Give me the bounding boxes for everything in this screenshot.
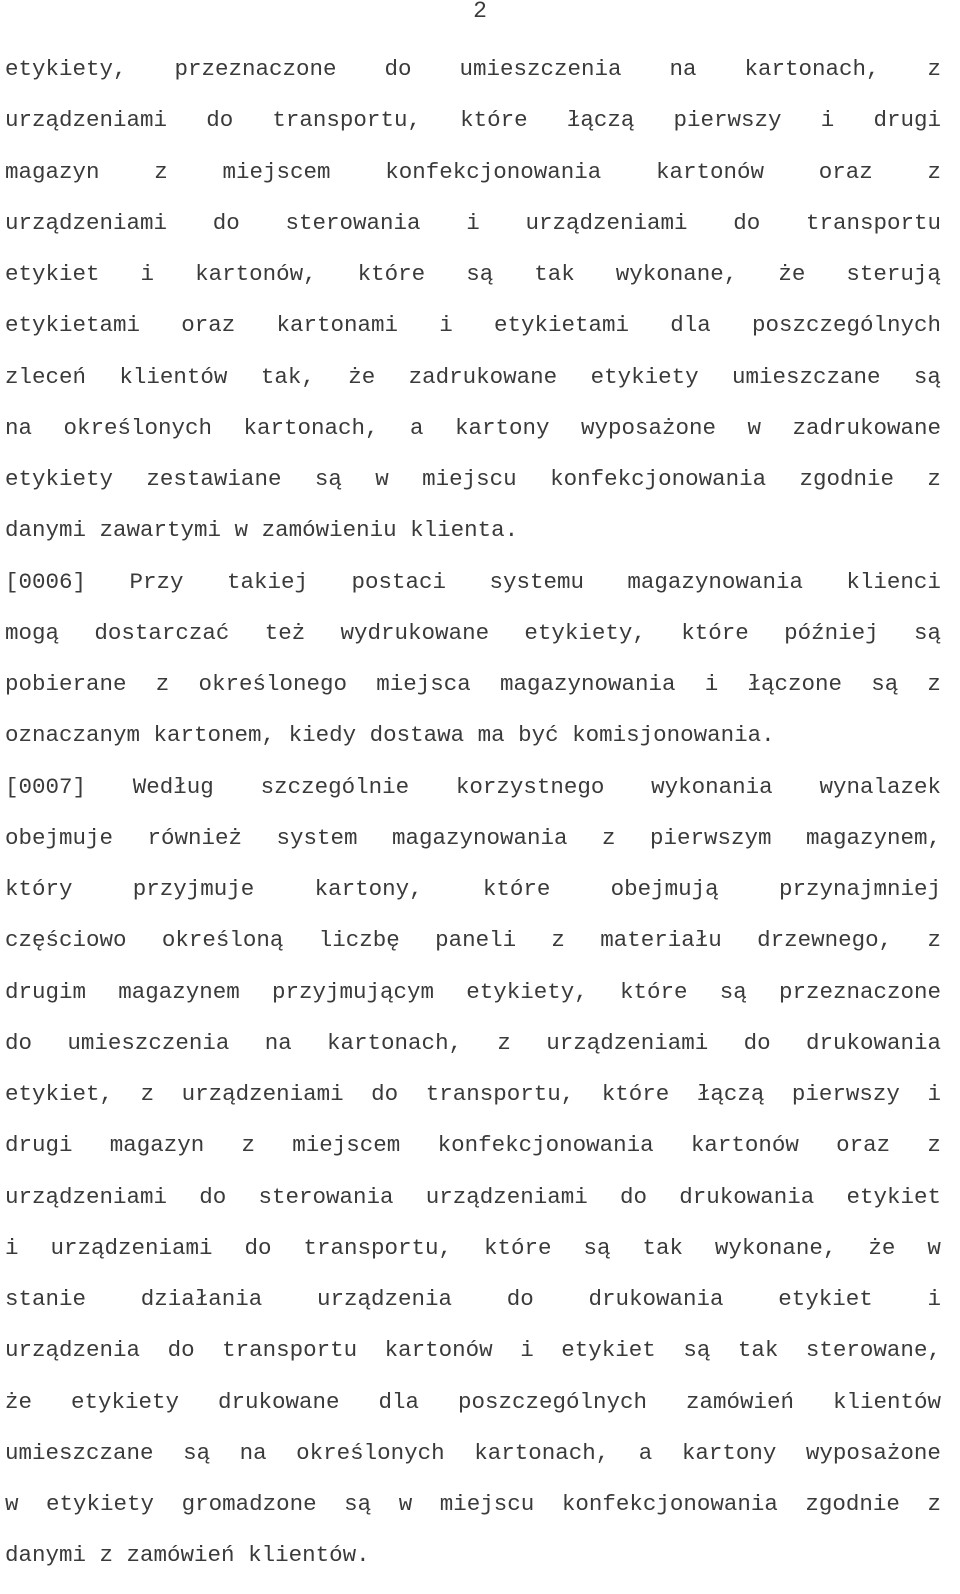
word: etykiet: [5, 261, 100, 287]
word: są: [913, 363, 941, 390]
word: klientów.: [248, 1542, 370, 1569]
word: etykiet: [778, 1286, 873, 1312]
word: są: [871, 671, 899, 697]
word: pierwszym: [649, 824, 772, 851]
word: umieszczane: [731, 363, 881, 390]
word: w: [398, 1491, 413, 1517]
word: drukowania: [588, 1286, 724, 1312]
word: który: [5, 876, 73, 902]
word: oraz: [181, 312, 236, 339]
word: i: [520, 1337, 534, 1364]
word: z: [927, 158, 941, 185]
word: poszczególnych: [751, 312, 941, 339]
word: ma: [477, 722, 505, 749]
word: pobierane: [5, 671, 127, 697]
word: zamówieniu: [261, 517, 397, 544]
word: Według: [132, 773, 214, 800]
word: z: [927, 1132, 941, 1159]
text-line: [5, 1223, 941, 1274]
word: kartonów: [690, 1132, 799, 1159]
word: do: [199, 1183, 227, 1210]
word: klientów: [832, 1388, 941, 1415]
word: konfekcjonowania: [561, 1491, 778, 1517]
text-line: [5, 608, 941, 659]
word: do: [167, 1337, 195, 1364]
word: klienta.: [410, 517, 519, 544]
word: są: [719, 978, 747, 1005]
word: obejmują: [610, 876, 719, 902]
word: dla: [670, 312, 711, 339]
word: etykietami: [493, 312, 629, 339]
word: etykiety,: [5, 56, 127, 82]
word: przynajmniej: [778, 876, 941, 902]
word: urządzeniami: [5, 107, 168, 134]
word: w: [927, 1234, 941, 1261]
text-line: [5, 967, 941, 1018]
word: które: [619, 978, 688, 1005]
word: do: [244, 1234, 272, 1261]
word: pierwszy: [673, 107, 782, 134]
text-line: [5, 659, 941, 710]
word: określonych: [63, 414, 213, 441]
word: przeznaczone: [174, 56, 337, 82]
text-line: [5, 198, 941, 249]
word: wyposażone: [805, 1439, 941, 1466]
word: na: [669, 56, 697, 82]
word: które: [601, 1081, 670, 1107]
word: [0006]: [5, 568, 87, 595]
text-line: [5, 762, 941, 813]
word: z: [927, 466, 941, 492]
word: które: [483, 1234, 552, 1261]
word: łączą: [566, 107, 635, 134]
word: drugi: [5, 1132, 73, 1159]
word: wykonane,: [714, 1234, 837, 1261]
word: zamówień: [126, 1542, 235, 1569]
text-line: [5, 1377, 941, 1428]
word: są: [183, 1439, 211, 1466]
word: a: [409, 414, 424, 441]
word: kartonach,: [327, 1029, 463, 1056]
word: umieszczenia: [459, 56, 622, 82]
word: transportu: [222, 1337, 358, 1364]
word: wynalazek: [819, 773, 941, 800]
word: z: [155, 671, 170, 697]
word: sterowania: [258, 1183, 394, 1210]
word: sterowane,: [805, 1337, 941, 1364]
word: magazynem,: [805, 824, 941, 851]
word: takiej: [226, 568, 308, 595]
word: oznaczanym: [5, 722, 141, 749]
text-line: [5, 864, 941, 915]
word: kartonów,: [195, 261, 317, 287]
text-line: [5, 915, 941, 966]
word: z: [99, 1542, 114, 1569]
word: korzystnego: [455, 773, 605, 800]
word: że: [5, 1388, 33, 1415]
word: też: [264, 619, 306, 646]
word: liczbę: [318, 927, 400, 954]
word: do: [384, 56, 412, 82]
word: poszczególnych: [457, 1388, 647, 1415]
word: danymi: [5, 517, 87, 544]
text-line: [5, 44, 941, 95]
word: konfekcjonowania: [437, 1132, 654, 1159]
word: magazyn: [109, 1132, 205, 1159]
word: zadrukowane: [792, 414, 941, 441]
word: urządzeniami: [5, 209, 168, 236]
word: kartonach,: [474, 1439, 610, 1466]
word: dla: [378, 1388, 419, 1415]
word: magazynowania: [391, 824, 568, 851]
word: kartony: [454, 414, 550, 441]
word: postaci: [351, 568, 446, 595]
word: drukowane: [217, 1388, 340, 1415]
word: miejscu: [422, 466, 517, 492]
word: miejscem: [222, 158, 331, 185]
word: transportu,: [272, 107, 421, 134]
word: etykiety: [70, 1388, 180, 1415]
word: oraz: [836, 1132, 891, 1159]
word: do: [206, 107, 234, 134]
word: na: [5, 414, 33, 441]
word: są: [583, 1234, 611, 1261]
word: kartonach,: [744, 56, 880, 82]
word: zawartymi: [99, 517, 222, 544]
word: wyposażone: [580, 414, 716, 441]
word: transportu,: [303, 1234, 452, 1261]
text-line: [5, 813, 941, 864]
word: które: [681, 619, 749, 646]
word: i: [927, 1081, 941, 1107]
word: obejmuje: [5, 824, 114, 851]
word: które: [357, 261, 426, 287]
text-line: [5, 95, 941, 146]
word: określoną: [161, 927, 284, 954]
word: w: [5, 1491, 19, 1517]
word: system: [276, 824, 358, 851]
word: paneli: [435, 927, 517, 954]
word: i: [466, 209, 480, 236]
text-line: [5, 710, 941, 761]
word: danymi: [5, 1542, 87, 1569]
word: są: [913, 619, 941, 646]
word: wydrukowane: [340, 619, 490, 646]
word: konfekcjonowania: [550, 466, 767, 492]
word: w: [234, 517, 249, 544]
word: tak: [642, 1234, 683, 1261]
word: sterowania: [285, 209, 421, 236]
word: na: [264, 1029, 292, 1056]
word: do: [506, 1286, 534, 1312]
word: przeznaczone: [778, 978, 941, 1005]
word: do: [733, 209, 761, 236]
text-line: [5, 1172, 941, 1223]
word: i: [140, 261, 155, 287]
word: zestawiane: [146, 466, 282, 492]
word: konfekcjonowania: [385, 158, 602, 185]
word: z: [601, 824, 616, 851]
word: etykiety: [590, 363, 699, 390]
word: magazynem: [118, 978, 240, 1005]
word: etykiety: [46, 1491, 155, 1517]
word: z: [927, 671, 941, 697]
word: klientów: [119, 363, 228, 390]
word: wykonane,: [615, 261, 738, 287]
text-line: [5, 1069, 941, 1120]
word: dostawa: [369, 722, 465, 749]
word: działania: [140, 1286, 263, 1312]
word: systemu: [489, 568, 584, 595]
word: z: [551, 927, 565, 954]
word: z: [927, 927, 941, 954]
word: zgodnie: [805, 1491, 900, 1517]
word: zleceń: [5, 363, 87, 390]
word: z: [497, 1029, 511, 1056]
word: etykiety,: [466, 978, 588, 1005]
word: na: [239, 1439, 267, 1466]
word: są: [683, 1337, 711, 1364]
word: w: [747, 414, 761, 441]
word: łączą: [696, 1081, 765, 1107]
word: dostarczać: [94, 619, 230, 646]
word: przyjmującym: [271, 978, 435, 1005]
word: a: [638, 1439, 653, 1466]
word: miejscem: [292, 1132, 401, 1159]
word: z: [927, 56, 941, 82]
word: do: [743, 1029, 771, 1056]
word: określonych: [296, 1439, 445, 1466]
word: że: [868, 1234, 896, 1261]
word: drugi: [873, 107, 941, 134]
word: są: [314, 466, 342, 492]
word: magazynowania: [499, 671, 676, 697]
word: i: [439, 312, 453, 339]
word: zadrukowane: [408, 363, 558, 390]
word: etykiet,: [5, 1081, 114, 1107]
word: gromadzone: [181, 1491, 317, 1517]
word: później: [784, 619, 879, 646]
text-line: [5, 1120, 941, 1171]
word: kiedy: [288, 722, 357, 749]
word: z: [154, 158, 168, 185]
word: komisjonowania.: [572, 722, 775, 749]
word: etykiet: [846, 1183, 941, 1210]
word: i: [820, 107, 835, 134]
word: etykiety: [5, 466, 114, 492]
word: kartony: [681, 1439, 777, 1466]
word: drukowania: [805, 1029, 941, 1056]
text-line: [5, 454, 941, 505]
word: również: [147, 824, 243, 851]
word: materiału: [600, 927, 722, 954]
word: i: [5, 1234, 19, 1261]
text-line: [5, 1428, 941, 1479]
text-line: [5, 300, 941, 351]
word: oraz: [818, 158, 873, 185]
word: i: [704, 671, 719, 697]
word: kartonami: [276, 312, 399, 339]
word: urządzeniami: [525, 209, 688, 236]
text-line: [5, 505, 941, 556]
word: zgodnie: [799, 466, 895, 492]
word: w: [375, 466, 389, 492]
word: łączone: [747, 671, 842, 697]
word: transportu: [805, 209, 941, 236]
word: są: [344, 1491, 372, 1517]
text-line: [5, 557, 941, 608]
word: które: [482, 876, 551, 902]
word: drugim: [5, 978, 87, 1005]
word: urządzenia: [316, 1286, 453, 1312]
word: do: [619, 1183, 647, 1210]
word: częściowo: [5, 927, 127, 954]
word: umieszczenia: [67, 1029, 230, 1056]
word: drukowania: [679, 1183, 815, 1210]
word: miejscu: [439, 1491, 535, 1517]
word: transportu,: [425, 1081, 575, 1107]
word: są: [466, 261, 494, 287]
word: szczególnie: [260, 773, 410, 800]
word: urządzeniami: [181, 1081, 344, 1107]
word: kartony,: [314, 876, 423, 902]
word: określonego: [198, 671, 348, 697]
word: magazyn: [5, 158, 100, 185]
word: etykiety,: [524, 619, 646, 646]
word: i: [927, 1286, 941, 1312]
text-line: [5, 403, 941, 454]
word: tak: [534, 261, 575, 287]
word: kartonem,: [153, 722, 276, 749]
word: do: [371, 1081, 399, 1107]
word: do: [212, 209, 240, 236]
word: drzewnego,: [757, 927, 893, 954]
word: magazynowania: [627, 568, 803, 595]
word: urządzeniami: [5, 1183, 168, 1210]
word: etykietami: [5, 312, 141, 339]
word: być: [518, 722, 559, 749]
word: kartonów: [655, 158, 765, 185]
word: tak: [737, 1337, 779, 1364]
word: urządzenia: [5, 1337, 141, 1364]
word: miejsca: [376, 671, 471, 697]
word: kartonach,: [243, 414, 379, 441]
text-line: [5, 147, 941, 198]
word: z: [140, 1081, 155, 1107]
word: pierwszy: [791, 1081, 900, 1107]
word: zamówień: [685, 1388, 794, 1415]
page-number: 2: [473, 0, 487, 24]
text-line: [5, 352, 941, 403]
word: że: [348, 363, 376, 390]
word: stanie: [5, 1286, 87, 1312]
word: sterują: [846, 261, 941, 287]
word: klienci: [846, 568, 941, 595]
word: urządzeniami: [50, 1234, 213, 1261]
word: że: [778, 261, 806, 287]
text-line: [5, 1274, 941, 1325]
word: tak,: [260, 363, 315, 390]
word: z: [241, 1132, 256, 1159]
document-body: [5, 44, 941, 1582]
text-line: [5, 1479, 941, 1530]
word: umieszczane: [5, 1439, 154, 1466]
word: wykonania: [651, 773, 773, 800]
text-line: [5, 1018, 941, 1069]
word: do: [5, 1029, 33, 1056]
word: kartonów: [384, 1337, 493, 1364]
word: Przy: [129, 568, 184, 595]
text-line: [5, 249, 941, 300]
word: [0007]: [5, 773, 87, 800]
word: które: [460, 107, 528, 134]
word: mogą: [5, 619, 60, 646]
word: urządzeniami: [425, 1183, 588, 1210]
text-line: [5, 1325, 941, 1376]
word: przyjmuje: [132, 876, 255, 902]
word: z: [927, 1491, 941, 1517]
word: etykiet: [561, 1337, 656, 1364]
word: urządzeniami: [546, 1029, 709, 1056]
text-line: [5, 1530, 941, 1581]
